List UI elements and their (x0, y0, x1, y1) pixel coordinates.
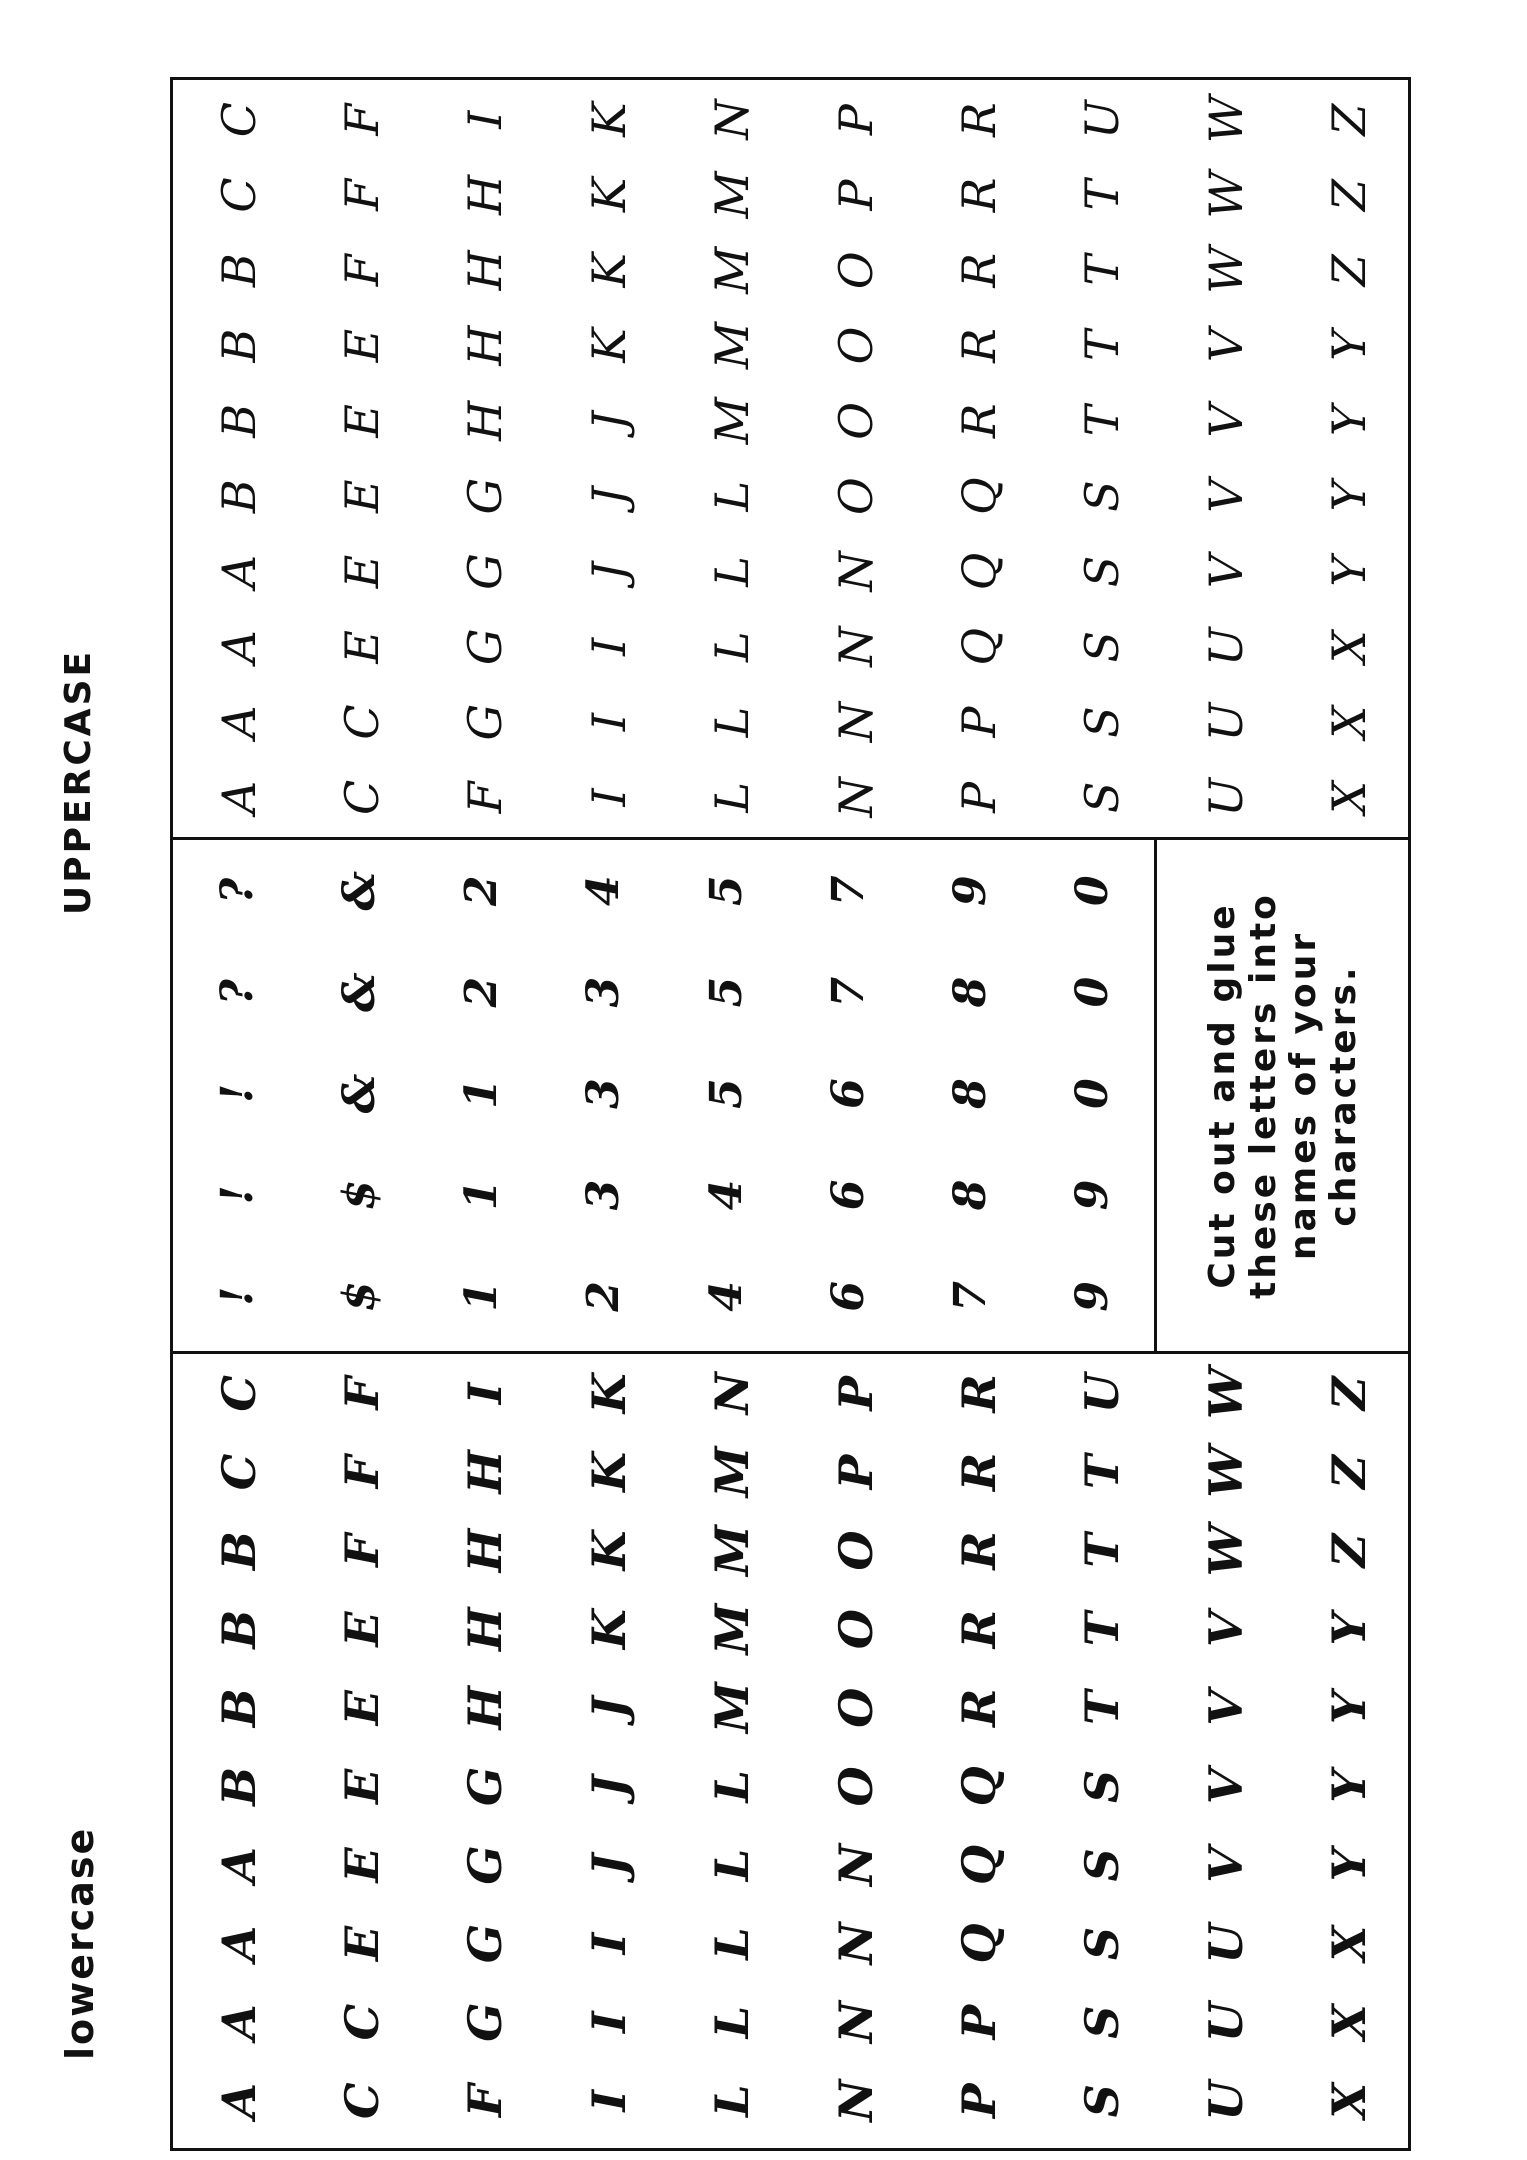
glyph-cutout: E (335, 1768, 390, 1804)
glyph-cutout: N (828, 1843, 883, 1886)
glyph-cutout: Z (1322, 178, 1377, 211)
glyph-cutout: T (1075, 1612, 1130, 1647)
glyph-cutout: K (581, 1373, 636, 1414)
glyph-cutout: Y (1322, 1612, 1377, 1646)
glyph-cutout: W (1198, 1446, 1253, 1498)
glyph-cutout: M (705, 322, 760, 370)
glyph-cutout: K (581, 1451, 636, 1492)
glyph-cutout: G (458, 1766, 513, 1806)
glyph-cutout: V (1198, 1611, 1253, 1647)
glyph-cutout: L (705, 1770, 760, 1803)
glyph-cutout: E (335, 554, 390, 589)
glyph-cutout: & (334, 870, 386, 911)
glyph-cutout: ? (212, 877, 264, 904)
glyph-cutout: 4 (578, 875, 630, 907)
glyph-cutout: 6 (822, 1179, 874, 1211)
glyph-cutout: X (1322, 2004, 1377, 2040)
glyph-row (421, 840, 543, 1347)
glyph-cutout: W (1198, 171, 1253, 219)
glyph-cutout: 5 (700, 875, 752, 907)
glyph-cutout: W (1198, 96, 1253, 144)
glyph-cutout: E (335, 1925, 390, 1962)
glyph-cutout: E (335, 328, 390, 363)
glyph-cutout: & (334, 1073, 386, 1114)
glyph-cutout: J (581, 486, 636, 506)
glyph-cutout: R (952, 252, 1007, 288)
glyph-row (917, 1354, 1040, 2140)
glyph-cutout: N (828, 551, 883, 592)
glyph-cutout: H (458, 1685, 513, 1730)
glyph-cutout: S (1075, 1926, 1130, 1961)
glyph-row (1164, 82, 1287, 835)
glyph-cutout: Y (1322, 480, 1377, 512)
glyph-cutout: L (705, 1848, 760, 1882)
glyph-cutout: 2 (456, 976, 508, 1008)
glyph-row (671, 1354, 794, 2140)
glyph-cutout: 6 (822, 1078, 874, 1109)
glyph-cutout: L (705, 556, 760, 587)
glyph-cutout: J (581, 1775, 636, 1798)
glyph-cutout: 7 (822, 976, 874, 1008)
glyph-cutout: O (828, 251, 883, 290)
glyph-cutout: S (1075, 781, 1130, 814)
glyph-cutout: A (211, 780, 266, 814)
glyph-cutout: N (828, 626, 883, 667)
glyph-cutout: F (458, 781, 513, 814)
glyph-cutout: K (581, 328, 636, 363)
glyph-cutout: T (1075, 254, 1130, 286)
glyph-cutout: I (581, 712, 636, 732)
glyph-cutout: M (705, 246, 760, 294)
glyph-cutout: M (705, 397, 760, 445)
glyph-cutout: 5 (700, 1078, 752, 1109)
glyph-cutout: E (335, 1611, 390, 1647)
glyph-cutout: L (705, 706, 760, 738)
glyph-cutout: V (1198, 1768, 1253, 1805)
glyph-row (177, 82, 300, 835)
glyph-cutout: B (211, 1766, 266, 1806)
glyph-cutout: 0 (1066, 976, 1118, 1008)
glyph-row (300, 82, 423, 835)
glyph-cutout: R (952, 1531, 1007, 1570)
glyph-cutout: 4 (700, 1281, 752, 1312)
glyph-cutout: U (1198, 627, 1253, 667)
glyph-cutout: T (1075, 405, 1130, 437)
glyph-cutout: L (705, 480, 760, 512)
glyph-cutout: E (335, 1847, 390, 1883)
glyph-cutout: A (211, 1847, 266, 1883)
glyph-cutout: B (211, 1609, 266, 1649)
glyph-cutout: 8 (944, 1078, 996, 1109)
glyph-cutout: X (1322, 630, 1377, 664)
glyph-cutout: I (458, 1382, 513, 1405)
glyph-cutout: Z (1322, 103, 1377, 136)
glyph-cutout: A (211, 2004, 266, 2040)
glyph-cutout: U (1075, 1373, 1130, 1414)
glyph-cutout: R (952, 403, 1007, 439)
glyph-cutout: W (1198, 1524, 1253, 1577)
glyph-cutout: Q (952, 1923, 1007, 1964)
glyph-row (177, 840, 299, 1347)
glyph-row (794, 1354, 917, 2140)
glyph-cutout: C (211, 1375, 266, 1412)
glyph-cutout: N (828, 2001, 883, 2044)
glyph-cutout: F (335, 179, 390, 211)
glyph-row (1032, 840, 1154, 1347)
glyph-row (424, 82, 547, 835)
glyph-cutout: P (952, 781, 1007, 813)
glyph-cutout: S (1075, 1848, 1130, 1882)
glyph-cutout: 9 (1066, 1179, 1118, 1211)
glyph-cutout: X (1322, 1925, 1377, 1962)
glyph-cutout: Y (1322, 1848, 1377, 1882)
glyph-row (1288, 1354, 1411, 2140)
glyph-cutout: B (211, 403, 266, 438)
glyph-cutout: Z (1322, 1376, 1377, 1411)
glyph-cutout: S (1075, 2005, 1130, 2039)
glyph-cutout: P (828, 104, 883, 136)
glyph-cutout: Q (952, 1844, 1007, 1885)
glyph-cutout: S (1075, 480, 1130, 512)
glyph-cutout: E (335, 629, 390, 664)
glyph-cutout: A (211, 705, 266, 739)
glyph-row (1041, 82, 1164, 835)
glyph-cutout: P (828, 1454, 883, 1490)
glyph-cutout: O (828, 1766, 883, 1807)
glyph-cutout: N (828, 2079, 883, 2122)
glyph-cutout: P (952, 2083, 1007, 2118)
uppercase-letter-grid (173, 80, 1413, 837)
glyph-cutout: O (828, 326, 883, 365)
uppercase-heading: UPPERCASE (58, 648, 99, 915)
glyph-cutout: B (211, 1688, 266, 1728)
glyph-cutout: G (458, 1845, 513, 1885)
glyph-cutout: G (458, 703, 513, 741)
glyph-cutout: E (335, 404, 390, 438)
glyph-cutout: 4 (700, 1179, 752, 1211)
glyph-cutout: 3 (578, 976, 630, 1008)
glyph-cutout: B (211, 1531, 266, 1570)
glyph-cutout: L (705, 631, 760, 663)
glyph-cutout: X (1322, 780, 1377, 814)
lowercase-heading: lowercase (58, 1826, 102, 2060)
glyph-cutout: C (335, 704, 390, 740)
glyph-row (788, 840, 910, 1347)
glyph-cutout: V (1198, 1689, 1253, 1726)
glyph-cutout: R (952, 102, 1007, 137)
glyph-cutout: M (705, 1446, 760, 1498)
glyph-row (666, 840, 788, 1347)
instruction-note: Cut out and glue these letters into names of your characters. (1202, 892, 1365, 1299)
glyph-cutout: Y (1322, 330, 1377, 361)
glyph-cutout: U (1198, 1923, 1253, 1964)
glyph-cutout: J (581, 411, 636, 431)
glyph-cutout: 2 (456, 875, 508, 907)
glyph-cutout: C (335, 2082, 390, 2120)
glyph-cutout: L (705, 2005, 760, 2039)
glyph-cutout: 9 (1066, 1281, 1118, 1312)
symbol-digit-grid (173, 840, 1154, 1351)
glyph-cutout: M (705, 1603, 760, 1655)
glyph-cutout: M (705, 171, 760, 219)
glyph-cutout: O (828, 1687, 883, 1728)
glyph-cutout: ? (212, 979, 264, 1005)
glyph-cutout: P (828, 179, 883, 211)
glyph-cutout: W (1198, 246, 1253, 294)
glyph-cutout: T (1075, 330, 1130, 361)
glyph-cutout: O (828, 1530, 883, 1571)
glyph-cutout: I (581, 788, 636, 807)
glyph-cutout: K (581, 1609, 636, 1650)
glyph-cutout: Q (952, 627, 1007, 666)
glyph-cutout: R (952, 1374, 1007, 1413)
glyph-cutout: Q (952, 552, 1007, 591)
glyph-cutout: F (335, 1455, 390, 1489)
glyph-cutout: T (1075, 1533, 1130, 1568)
glyph-cutout: J (581, 562, 636, 581)
glyph-cutout: K (581, 102, 636, 137)
glyph-row (1164, 1354, 1287, 2140)
glyph-cutout: O (828, 1609, 883, 1650)
glyph-cutout: U (1198, 2080, 1253, 2121)
glyph-cutout: K (581, 253, 636, 288)
glyph-cutout: Z (1322, 1455, 1377, 1489)
glyph-row (547, 1354, 670, 2140)
glyph-cutout: F (458, 2084, 513, 2118)
glyph-row (300, 1354, 423, 2140)
glyph-cutout: S (1075, 1769, 1130, 1803)
glyph-cutout: W (1198, 1367, 1253, 1420)
glyph-cutout: P (952, 706, 1007, 738)
glyph-cutout: R (952, 1452, 1007, 1492)
glyph-cutout: Q (952, 1766, 1007, 1807)
glyph-row (1041, 1354, 1164, 2140)
glyph-cutout: $ (334, 1281, 386, 1312)
glyph-cutout: N (828, 777, 883, 818)
glyph-row (671, 82, 794, 835)
glyph-cutout: M (705, 1525, 760, 1576)
glyph-row (794, 82, 917, 835)
glyph-cutout: B (211, 479, 266, 514)
glyph-cutout: G (458, 553, 513, 590)
glyph-cutout: J (581, 1854, 636, 1876)
glyph-cutout: H (458, 174, 513, 216)
glyph-cutout: N (828, 701, 883, 743)
glyph-cutout: I (581, 2011, 636, 2033)
glyph-cutout: I (581, 2089, 636, 2112)
glyph-cutout: L (705, 782, 760, 813)
glyph-cutout: F (335, 103, 390, 136)
glyph-cutout: H (458, 1450, 513, 1494)
glyph-cutout: 8 (944, 976, 996, 1008)
glyph-cutout: V (1198, 479, 1253, 513)
glyph-cutout: S (1075, 2084, 1130, 2118)
glyph-row (910, 840, 1032, 1347)
glyph-cutout: K (581, 1530, 636, 1571)
glyph-cutout: G (458, 2002, 513, 2042)
glyph-cutout: Q (952, 477, 1007, 516)
glyph-cutout: G (458, 628, 513, 666)
glyph-cutout: & (334, 972, 386, 1012)
lowercase-letter-grid (173, 1354, 1413, 2148)
glyph-cutout: 0 (1066, 1078, 1118, 1109)
glyph-cutout: S (1075, 631, 1130, 663)
glyph-cutout: T (1075, 179, 1130, 211)
glyph-cutout: F (335, 1376, 390, 1410)
glyph-cutout: 1 (456, 1281, 508, 1312)
glyph-cutout: 5 (700, 976, 752, 1008)
glyph-row (424, 1354, 547, 2140)
glyph-cutout: V (1198, 554, 1253, 589)
glyph-cutout: P (828, 1376, 883, 1411)
glyph-cutout: B (211, 328, 266, 363)
glyph-cutout: 7 (822, 875, 874, 907)
glyph-cutout: G (458, 477, 513, 515)
glyph-cutout: U (1075, 100, 1130, 140)
glyph-cutout: O (828, 402, 883, 440)
glyph-cutout: A (211, 630, 266, 664)
glyph-cutout: 0 (1066, 875, 1118, 907)
glyph-cutout: H (458, 325, 513, 366)
glyph-cutout: H (458, 1528, 513, 1573)
glyph-cutout: N (705, 1372, 760, 1415)
letter-table-frame (170, 77, 1411, 2151)
glyph-row (1288, 82, 1411, 835)
glyph-cutout: Z (1322, 1533, 1377, 1568)
glyph-cutout: R (952, 1688, 1007, 1727)
column-divider (173, 837, 1408, 840)
glyph-cutout: A (211, 1925, 266, 1962)
glyph-cutout: L (705, 2084, 760, 2117)
glyph-cutout: Y (1322, 556, 1377, 587)
glyph-cutout: 1 (456, 1078, 508, 1109)
glyph-cutout: 3 (578, 1179, 630, 1211)
glyph-cutout: R (952, 177, 1007, 213)
glyph-cutout: S (1075, 555, 1130, 588)
glyph-cutout: G (458, 1923, 513, 1964)
glyph-cutout: A (211, 2082, 266, 2119)
glyph-cutout: H (458, 250, 513, 291)
glyph-cutout: V (1198, 328, 1253, 363)
glyph-cutout: M (705, 1682, 760, 1734)
glyph-cutout: ! (212, 1083, 264, 1104)
glyph-cutout: 3 (578, 1078, 630, 1109)
glyph-cutout: R (952, 1610, 1007, 1649)
glyph-cutout: E (335, 479, 390, 513)
glyph-cutout: 2 (578, 1281, 630, 1312)
glyph-cutout: $ (334, 1179, 386, 1211)
glyph-cutout: C (335, 2003, 390, 2041)
glyph-cutout: E (335, 1690, 390, 1726)
glyph-row (547, 82, 670, 835)
glyph-cutout: 1 (456, 1179, 508, 1211)
glyph-cutout: 9 (944, 875, 996, 907)
glyph-row (917, 82, 1040, 835)
glyph-cutout: N (705, 99, 760, 140)
glyph-cutout: Y (1322, 405, 1377, 437)
glyph-cutout: K (581, 177, 636, 213)
glyph-row (177, 1354, 300, 2140)
glyph-row (299, 840, 421, 1347)
glyph-cutout: N (828, 1922, 883, 1965)
glyph-cutout: L (705, 1927, 760, 1960)
glyph-cutout: J (581, 1696, 636, 1719)
glyph-cutout: Z (1322, 254, 1377, 287)
glyph-cutout: Y (1322, 1691, 1377, 1725)
glyph-cutout: V (1198, 404, 1253, 438)
glyph-cutout: C (211, 1453, 266, 1491)
glyph-cutout: H (458, 1607, 513, 1651)
glyph-cutout: C (211, 177, 266, 213)
glyph-cutout: F (335, 1534, 390, 1567)
glyph-cutout: I (458, 110, 513, 129)
glyph-cutout: Y (1322, 1769, 1377, 1803)
glyph-cutout: C (211, 102, 266, 138)
glyph-cutout: X (1322, 705, 1377, 739)
glyph-cutout: B (211, 253, 266, 288)
glyph-cutout: V (1198, 1847, 1253, 1883)
glyph-row (543, 840, 665, 1347)
glyph-cutout: ! (212, 1286, 264, 1306)
glyph-cutout: T (1075, 1690, 1130, 1725)
glyph-cutout: T (1075, 1454, 1130, 1490)
glyph-cutout: 6 (822, 1281, 874, 1312)
glyph-cutout: O (828, 477, 883, 516)
glyph-cutout: U (1198, 2002, 1253, 2043)
glyph-cutout: I (581, 637, 636, 656)
glyph-cutout: A (211, 554, 266, 589)
glyph-cutout: X (1322, 2082, 1377, 2119)
glyph-cutout: S (1075, 706, 1130, 738)
glyph-cutout: 7 (944, 1281, 996, 1312)
column-divider (173, 1351, 1408, 1354)
glyph-cutout: F (335, 254, 390, 287)
glyph-cutout: C (335, 779, 390, 815)
glyph-cutout: R (952, 328, 1007, 363)
glyph-cutout: ! (212, 1185, 264, 1205)
glyph-cutout: I (581, 1932, 636, 1955)
glyph-cutout: H (458, 400, 513, 441)
glyph-cutout: U (1198, 702, 1253, 742)
glyph-cutout: P (952, 2004, 1007, 2040)
glyph-cutout: 8 (944, 1179, 996, 1211)
glyph-cutout: U (1198, 777, 1253, 817)
